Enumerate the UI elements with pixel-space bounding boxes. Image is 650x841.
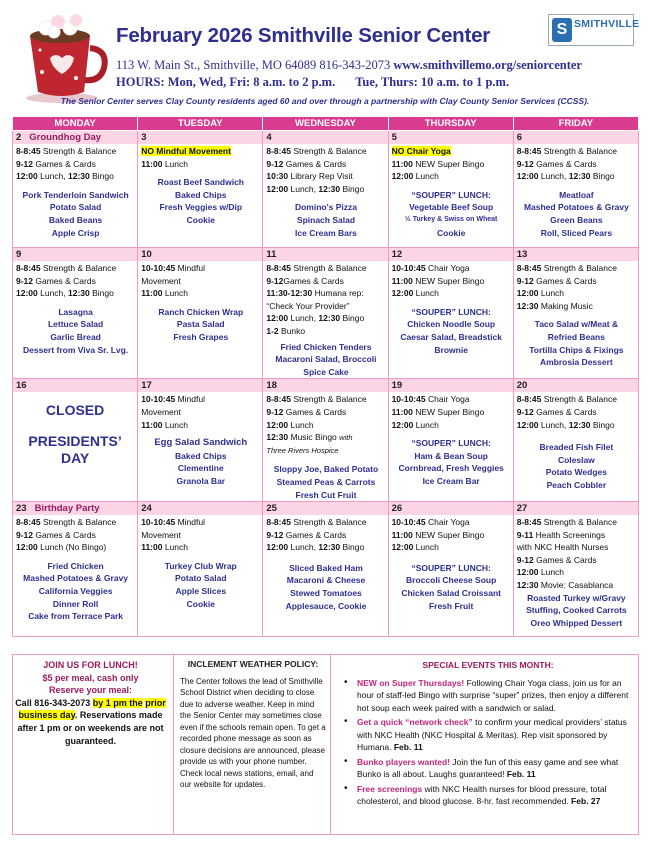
lunch-menu: “SOUPER” LUNCH: Chicken Noodle Soup Caesar Salad, Breadstick Brownie [400, 306, 502, 355]
day-cell: 23 Birthday Party 8-8:45 Strength & Balance 9-12 Games & Cards 12:00 Lunch (No Bingo) Fried Chicken Mashed Potatoes & Gravy California Veggies Dinner Roll Cake from Terrace Park [13, 502, 138, 637]
special-events [335, 655, 639, 834]
weekday-header: WEDNESDAY [263, 117, 388, 131]
highlight-notice: NO Chair Yoga [391, 146, 451, 156]
day-number: 12 [389, 248, 513, 261]
lunch-menu: Sloppy Joe, Baked Potato Steamed Peas & Carrots Fresh Cut Fruit [273, 464, 379, 500]
lunch-heading: JOIN US FOR LUNCH! [43, 660, 138, 670]
day-number: 6 [514, 131, 638, 144]
special-events-list [341, 677, 635, 808]
lunch-menu: Fried Chicken Mashed Potatoes & Gravy California Veggies Dinner Roll Cake from Terrace Park [23, 560, 129, 622]
day-number: 10 [138, 248, 262, 261]
list-item: • Get a quick “network check” to confirm your medical providers’ status with NKC Health (NKC Hospital & Meritas). Rep visit sponsored by Humana. Feb. 11 [341, 716, 635, 754]
lunch-menu: Ranch Chicken Wrap Pasta Salad Fresh Grapes [158, 306, 244, 342]
website-link[interactable]: www.smithvillemo.org/seniorcenter [393, 58, 582, 72]
day-cell: 9 8-8:45 Strength & Balance 9-12 Games & Cards 12:00 Lunch, 12:30 Bingo Lasagna Lettuce Salad Garlic Bread Dessert from Viva Sr. Lvg. [13, 248, 138, 379]
weather-policy [173, 655, 331, 834]
list-item: • Bunko players wanted! Join the fun of this easy game and see what Bunko is all about. Laughs guaranteed! Feb. 11 [341, 756, 635, 781]
header [0, 0, 650, 118]
day-cell: 17 10-10:45 Mindful Movement 11:00 Lunch Egg Salad Sandwich Baked Chips Clementine Granola Bar [138, 379, 263, 502]
day-number: 27 [514, 502, 638, 515]
day-cell: 13 8-8:45 Strength & Balance 9-12 Games & Cards 12:00 Lunch 12:30 Making Music Taco Salad w/Meat & Refried Beans Tortilla Chips & Fixings Ambrosia Dessert [513, 248, 638, 379]
weekday-header: FRIDAY [513, 117, 638, 131]
day-cell: 4 8-8:45 Strength & Balance 9-12 Games & Cards 10:30 Library Rep Visit 12:00 Lunch, 12:30 Bingo Domino's Pizza Spinach Salad Ice Cream Bars [263, 131, 388, 248]
lunch-menu: Meatloaf Mashed Potatoes & Gravy Green Beans Roll, Sliced Pears [523, 189, 629, 238]
day-cell: 27 8-8:45 Strength & Balance 9-11 Health Screenings with NKC Health Nurses 9-12 Games & Cards 12:00 Lunch 12:30 Movie: Casablanca Roasted Turkey w/Gravy Stuffing, Cooked Carrots Oreo Whipped Dessert [513, 502, 638, 637]
day-number: 18 [263, 379, 387, 392]
lunch-menu: “SOUPER” LUNCH: Broccoli Cheese Soup Chicken Salad Croissant Fresh Fruit [401, 562, 501, 611]
week-row [13, 502, 639, 637]
day-number: 24 [138, 502, 262, 515]
day-number: 19 [389, 379, 513, 392]
lunch-call: Call 816-343-2073 by 1 pm the prior business day. Reservations made after 1 pm or on weekends are not guaranteed. [15, 697, 166, 746]
list-item: • NEW on Super Thursdays! Following Chair Yoga class, join us for an hour of staff-led Bingo with surprise “super” prizes, then enjoy a different hot soup each week paired with a sandwich or salad. [341, 677, 635, 715]
day-cell: 2 Groundhog Day 8-8:45 Strength & Balance 9-12 Games & Cards 12:00 Lunch, 12:30 Bingo Pork Tenderloin Sandwich Potato Salad Baked Beans Apple Crisp [13, 131, 138, 248]
calendar-table [12, 116, 639, 637]
lunch-menu: “SOUPER” LUNCH: Ham & Bean Soup Cornbread, Fresh Veggies Ice Cream Bar [398, 438, 504, 486]
highlight-notice: NO Mindful Movement [141, 146, 231, 156]
day-cell: 24 10-10:45 Mindful Movement 11:00 Lunch Turkey Club Wrap Potato Salad Apple Slices Cookie [138, 502, 263, 637]
day-cell: 20 8-8:45 Strength & Balance 9-12 Games & Cards 12:00 Lunch, 12:30 Bingo Breaded Fish Filet Coleslaw Potato Wedges Peach Cobbler [513, 379, 638, 502]
lunch-menu: Turkey Club Wrap Potato Salad Apple Slices Cookie [164, 560, 237, 609]
lunch-menu: Taco Salad w/Meat & Refried Beans Tortilla Chips & Fixings Ambrosia Dessert [529, 319, 624, 368]
weather-text: The Center follows the lead of Smithville School District when deciding to close due to adverse weather. Keep in mind the Senior Center may sometimes close even if the schools remain open. To get a recorded phone message as soon as closure decisions are announced, please provide us with your phone number. Check local news stations, email, and our website for updates. [180, 676, 326, 789]
day-cell: 5 NO Chair Yoga 11:00 NEW Super Bingo 12:00 Lunch “SOUPER” LUNCH: Vegetable Beef Soup ½ Turkey & Swiss on Wheat Cookie [388, 131, 513, 248]
weather-heading: INCLEMENT WEATHER POLICY: [187, 659, 319, 669]
day-number: 16 [13, 379, 137, 392]
info-section [12, 654, 639, 835]
lunch-info [13, 655, 168, 834]
weekday-header: TUESDAY [138, 117, 263, 131]
day-cell: 10 10-10:45 Mindful Movement 11:00 Lunch Ranch Chicken Wrap Pasta Salad Fresh Grapes [138, 248, 263, 379]
weekday-header-row [13, 117, 639, 131]
day-number: 11 [263, 248, 387, 261]
lunch-menu: Egg Salad Sandwich Baked Chips Clementine Granola Bar [154, 437, 248, 486]
week-row [13, 131, 639, 248]
day-number: 13 [514, 248, 638, 261]
lunch-menu: Fried Chicken Tenders Macaroni Salad, Broccoli Spice Cake [275, 341, 377, 377]
week-row [13, 248, 639, 379]
logo-name: SMITHVILLE [574, 18, 640, 30]
day-number: 2 Groundhog Day [13, 131, 137, 144]
lunch-menu: Breaded Fish Filet Coleslaw Potato Wedges Peach Cobbler [539, 442, 614, 490]
smithville-logo [548, 14, 640, 46]
lunch-menu: Roasted Turkey w/Gravy Stuffing, Cooked Carrots Oreo Whipped Dessert [526, 592, 627, 628]
day-number: 20 [514, 379, 638, 392]
week-row [13, 379, 639, 502]
lunch-price: $5 per meal, cash only [42, 672, 139, 683]
day-cell: 12 10-10:45 Chair Yoga 11:00 NEW Super Bingo 12:00 Lunch “SOUPER” LUNCH: Chicken Noodle Soup Caesar Salad, Breadstick Brownie [388, 248, 513, 379]
day-cell: 11 8-8:45 Strength & Balance 9-12Games & Cards 11:30-12:30 Humana rep: “Check Your Provider” 12:00 Lunch, 12:30 Bingo 1-2 Bunko Fried Chicken Tenders Macaroni Salad, Broccoli Spice Cake [263, 248, 388, 379]
lunch-menu: Domino's Pizza Spinach Salad Ice Cream Bars [294, 202, 357, 238]
day-event: Birthday Party [34, 503, 100, 515]
day-number: 23 Birthday Party [13, 502, 137, 515]
day-cell: 25 8-8:45 Strength & Balance 9-12 Games & Cards 12:00 Lunch, 12:30 Bingo Sliced Baked Ham Macaroni & Cheese Stewed Tomatoes Applesauce, Cookie [263, 502, 388, 637]
hours-mwf: HOURS: Mon, Wed, Fri: 8 a.m. to 2 p.m. [116, 75, 336, 89]
page-title: February 2026 Smithville Senior Center [116, 24, 491, 47]
day-number: 3 [138, 131, 262, 144]
address-line [116, 58, 582, 73]
tagline: The Senior Center serves Clay County residents aged 60 and over through a partnership with Clay County Senior Services (CCSS). [60, 96, 590, 106]
lunch-menu: Sliced Baked Ham Macaroni & Cheese Stewed Tomatoes Applesauce, Cookie [285, 562, 367, 611]
day-number: 26 [389, 502, 513, 515]
day-number: 5 [389, 131, 513, 144]
day-cell: 26 10-10:45 Chair Yoga 11:00 NEW Super Bingo 12:00 Lunch “SOUPER” LUNCH: Broccoli Cheese Soup Chicken Salad Croissant Fresh Fruit [388, 502, 513, 637]
list-item: • Free screenings with NKC Health nurses for blood pressure, total cholesterol, and blood glucose. 8-hr. fast recommended. Feb. 27 [341, 783, 635, 808]
closed-notice: CLOSED PRESIDENTS’ DAY [28, 402, 122, 467]
day-event: Groundhog Day [29, 132, 102, 143]
weekday-header: THURSDAY [388, 117, 513, 131]
lunch-menu: Pork Tenderloin Sandwich Potato Salad Baked Beans Apple Crisp [22, 189, 129, 238]
lunch-menu: Lasagna Lettuce Salad Garlic Bread Dessert from Viva Sr. Lvg. [22, 306, 129, 355]
day-number: 25 [263, 502, 387, 515]
hours-tth: Tue, Thurs: 10 a.m. to 1 p.m. [355, 75, 510, 89]
lunch-menu: “SOUPER” LUNCH: Vegetable Beef Soup ½ Turkey & Swiss on Wheat Cookie [404, 189, 498, 238]
logo-letter: S [552, 18, 572, 42]
day-number: 9 [13, 248, 137, 261]
day-cell: 19 10-10:45 Chair Yoga 11:00 NEW Super Bingo 12:00 Lunch “SOUPER” LUNCH: Ham & Bean Soup Cornbread, Fresh Veggies Ice Cream Bar [388, 379, 513, 502]
lunch-menu: Roast Beef Sandwich Baked Chips Fresh Veggies w/Dip Cookie [157, 177, 244, 225]
address: 113 W. Main St., Smithville, MO 64089 816-343-2073 [116, 58, 391, 72]
special-heading: SPECIAL EVENTS THIS MONTH: [422, 660, 554, 670]
day-cell: 3 NO Mindful Movement 11:00 Lunch Roast Beef Sandwich Baked Chips Fresh Veggies w/Dip Cookie [138, 131, 263, 248]
day-cell: 18 8-8:45 Strength & Balance 9-12 Games & Cards 12:00 Lunch 12:30 Music Bingo with Three Rivers Hospice Sloppy Joe, Baked Potato Steamed Peas & Carrots Fresh Cut Fruit [263, 379, 388, 502]
lunch-reserve: Reserve your meal: [48, 685, 133, 696]
weekday-header: MONDAY [13, 117, 138, 131]
hours-line [116, 75, 509, 90]
hot-cocoa-mug-icon [12, 8, 112, 104]
day-cell [13, 379, 138, 502]
day-number: 17 [138, 379, 262, 392]
day-number: 4 [263, 131, 387, 144]
day-cell: 6 8-8:45 Strength & Balance 9-12 Games & Cards 12:00 Lunch, 12:30 Bingo Meatloaf Mashed Potatoes & Gravy Green Beans Roll, Sliced Pears [513, 131, 638, 248]
